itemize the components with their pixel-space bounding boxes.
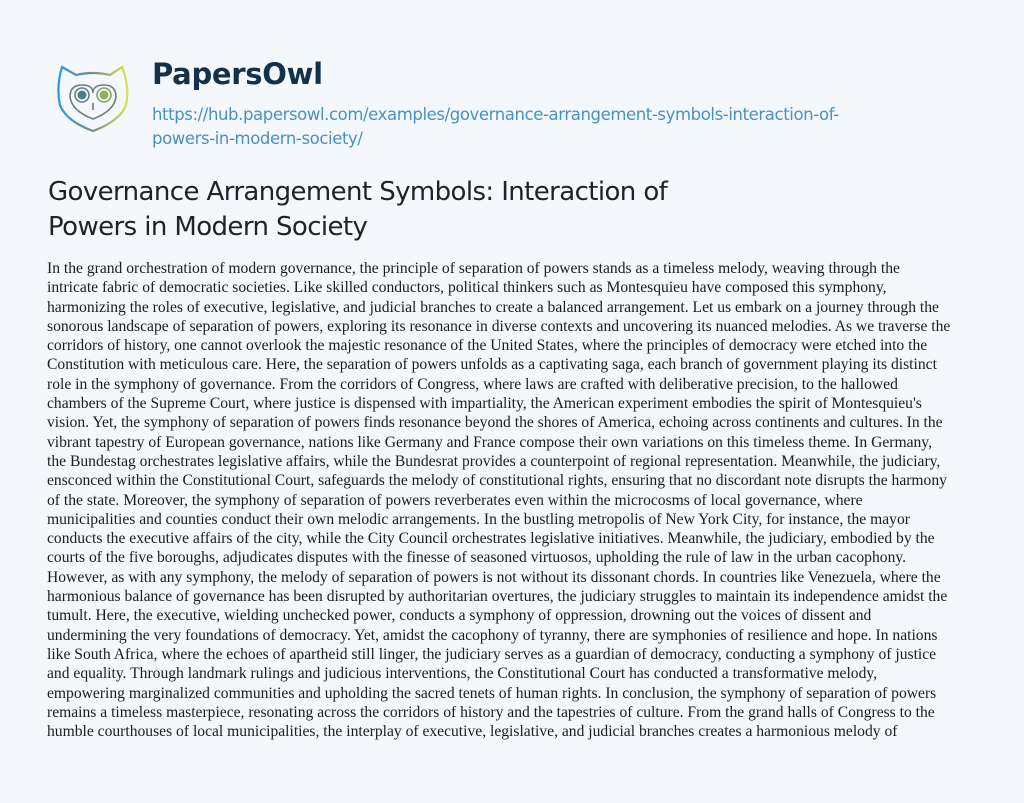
- body-line: empowering marginalized communities and upholding the sacred tenets of human rights. In conclusion, the symphony of separation of powers: [47, 684, 937, 702]
- body-line: In the grand orchestration of modern governance, the principle of separation of powers stands as a timeless melody, weaving through the: [47, 260, 900, 277]
- article-title-line-1: Governance Arrangement Symbols: Interaction of: [48, 177, 668, 207]
- body-line: tumult. Here, the executive, wielding unchecked power, conducts a symphony of oppression, drowning out the voices of dissent and: [47, 607, 872, 625]
- body-line: like South Africa, where the echoes of apartheid still linger, the judiciary serves as a guardian of democracy, conducting a symphony of justice: [47, 645, 937, 663]
- body-line: harmonious balance of governance has been disrupted by authoritarian overtures, the judiciary struggles to maintain its independence amidst the: [47, 588, 948, 606]
- source-url-line-1[interactable]: https://hub.papersowl.com/examples/governance-arrangement-symbols-interaction-of-: [152, 105, 839, 124]
- body-line: conducts the executive affairs of the city, while the City Council orchestrates legislative initiatives. Meanwhile, the judiciary, embodied by the: [47, 530, 935, 548]
- source-url[interactable]: [152, 103, 892, 151]
- brand-name[interactable]: PapersOwl: [152, 57, 323, 91]
- body-line: the Bundestag orchestrates legislative affairs, while the Bundesrat provides a counterpoint of regional representation. Meanwhile, the judiciary,: [47, 452, 941, 470]
- brand-block: [152, 40, 892, 151]
- body-line: harmonizing the roles of executive, legislative, and judicial branches to create a balanced arrangement. Let us embark on a journey through the: [47, 298, 939, 316]
- body-line: humble courthouses of local municipalities, the interplay of executive, legislative, and judicial branches creates a harmonious melody of: [47, 723, 898, 741]
- body-line: sonorous landscape of separation of powers, exploring its resonance in diverse contexts and uncovering its nuanced melodies. As we traverse the: [47, 317, 951, 335]
- body-line: However, as with any symphony, the melody of separation of powers is not without its dissonant chords. In countries like Venezuela, where the: [47, 568, 941, 586]
- body-line: municipalities and counties conduct their own melodic arrangements. In the bustling metropolis of New York City, for instance, the mayor: [47, 510, 910, 528]
- body-line: ensconced within the Constitutional Court, safeguards the melody of constitutional rights, ensuring that no discordant note disrupts the harmony: [47, 472, 947, 490]
- body-line: of the state. Moreover, the symphony of separation of powers reverberates even within the microcosms of local governance, where: [47, 491, 863, 509]
- body-line: role in the symphony of governance. From the corridors of Congress, where laws are crafted with deliberative precision, to the hallowed: [47, 375, 898, 393]
- source-url-line-2[interactable]: powers-in-modern-society/: [152, 129, 363, 148]
- body-line: remains a timeless masterpiece, resonating across the corridors of history and the tapestries of culture. From the grand halls of Congress to the: [47, 703, 935, 721]
- article-title: [48, 175, 748, 245]
- body-line: vibrant tapestry of European governance, nations like Germany and France compose their own variations on this timeless theme. In Germany,: [47, 433, 932, 451]
- body-line: and equality. Through landmark rulings and judicious interventions, the Constitutional Court has conducted a transformative melody,: [47, 665, 878, 683]
- article-body: [47, 259, 977, 741]
- site-header: [54, 40, 892, 151]
- body-line: Constitution with meticulous care. Here, the separation of powers unfolds as a captivating saga, each branch of government playing its distinct: [47, 356, 937, 374]
- body-line: vision. Yet, the symphony of separation of powers finds resonance beyond the shores of America, echoing across continents and cultures. In the: [47, 414, 943, 432]
- owl-logo-icon: [54, 57, 132, 135]
- article-title-line-2: Powers in Modern Society: [48, 212, 368, 242]
- body-line: chambers of the Supreme Court, where justice is dispensed with impartiality, the American experiment embodies the spirit of Montesquieu's: [47, 395, 922, 413]
- body-line: undermining the very foundations of democracy. Yet, amidst the cacophony of tyranny, there are symphonies of resilience and hope. In nations: [47, 626, 938, 644]
- body-line: intricate fabric of democratic societies. Like skilled conductors, political thinkers such as Montesquieu have composed this symphony,: [47, 279, 887, 297]
- body-line: courts of the five boroughs, adjudicates disputes with the finesse of seasoned virtuosos, upholding the rule of law in the urban cacophony.: [47, 549, 907, 567]
- body-line: corridors of history, one cannot overlook the majestic resonance of the United States, where the principles of democracy were etched into the: [47, 337, 928, 355]
